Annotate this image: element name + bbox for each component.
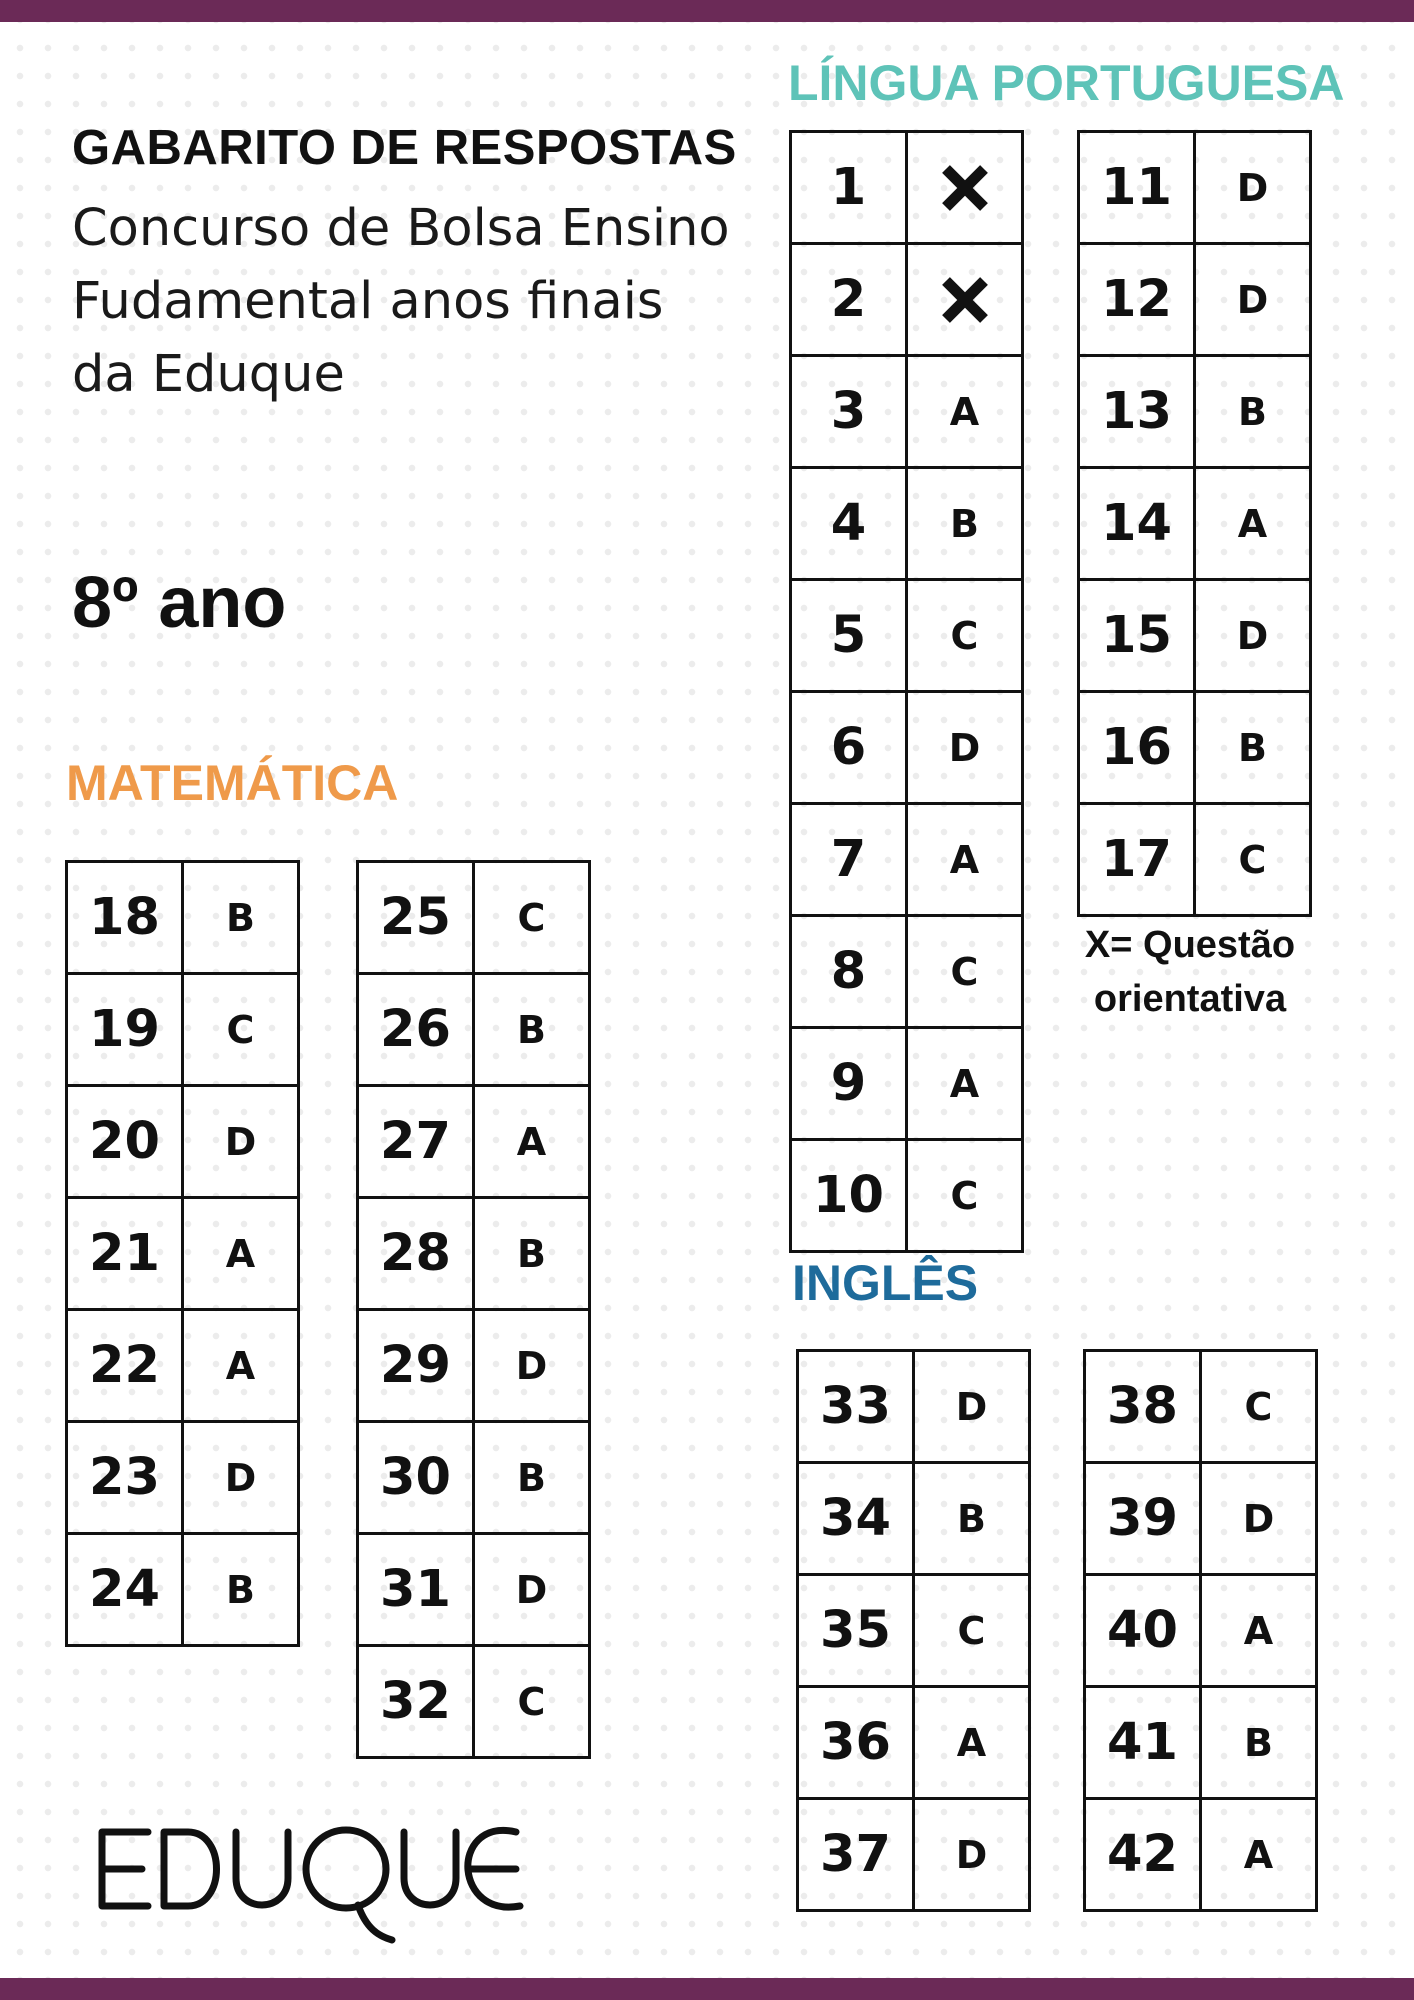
answer-row [1079, 244, 1311, 356]
answer-letter: D [183, 1422, 299, 1534]
answer-row [358, 1646, 590, 1758]
answer-letter: B [183, 1534, 299, 1646]
question-number: 11 [1079, 132, 1195, 244]
answer-row [798, 1687, 1030, 1799]
answer-letter: C [907, 1140, 1023, 1252]
answer-letter: D [474, 1310, 590, 1422]
answer-letter: A [474, 1086, 590, 1198]
answer-letter: A [183, 1310, 299, 1422]
answer-row [67, 1198, 299, 1310]
answer-row [791, 1140, 1023, 1252]
answer-letter: C [907, 580, 1023, 692]
answer-letter: A [1195, 468, 1311, 580]
answer-letter: B [183, 862, 299, 974]
answer-letter: A [907, 804, 1023, 916]
matematica-heading: MATEMÁTICA [66, 755, 399, 811]
question-number: 21 [67, 1198, 183, 1310]
question-number: 29 [358, 1310, 474, 1422]
question-number: 27 [358, 1086, 474, 1198]
answer-row [1085, 1351, 1317, 1463]
answer-row [791, 916, 1023, 1028]
portugues-heading: LÍNGUA PORTUGUESA [788, 55, 1345, 111]
question-number: 1 [791, 132, 907, 244]
matematica-table-2 [356, 860, 591, 1759]
answer-letter: D [1201, 1463, 1317, 1575]
answer-letter: B [474, 974, 590, 1086]
answer-letter: B [914, 1463, 1030, 1575]
answer-letter: C [474, 862, 590, 974]
answer-row [1085, 1463, 1317, 1575]
answer-letter: D [1195, 244, 1311, 356]
answer-letter: C [183, 974, 299, 1086]
answer-row [358, 1086, 590, 1198]
question-number: 5 [791, 580, 907, 692]
question-number: 3 [791, 356, 907, 468]
matematica-table-1 [65, 860, 300, 1647]
answer-row [791, 468, 1023, 580]
question-number: 6 [791, 692, 907, 804]
answer-row [791, 356, 1023, 468]
answer-row [1085, 1575, 1317, 1687]
eduque-logo [96, 1810, 586, 1946]
answer-row [1079, 468, 1311, 580]
ingles-heading: INGLÊS [792, 1255, 979, 1311]
portugues-table-1 [789, 130, 1024, 1253]
question-number: 25 [358, 862, 474, 974]
answer-row [358, 1534, 590, 1646]
page-subtitle: Concurso de Bolsa Ensino Fudamental anos finais da Eduque [72, 199, 730, 404]
grade-label: 8º ano [72, 563, 287, 643]
answer-letter: D [914, 1799, 1030, 1911]
answer-letter: A [914, 1687, 1030, 1799]
x-mark-icon [907, 244, 1023, 356]
question-number: 16 [1079, 692, 1195, 804]
question-number: 33 [798, 1351, 914, 1463]
answer-row [67, 1534, 299, 1646]
question-number: 8 [791, 916, 907, 1028]
question-number: 4 [791, 468, 907, 580]
answer-row [791, 132, 1023, 244]
answer-row [67, 974, 299, 1086]
answer-row [1079, 804, 1311, 916]
answer-letter: D [914, 1351, 1030, 1463]
answer-row [358, 974, 590, 1086]
question-number: 41 [1085, 1687, 1201, 1799]
question-number: 7 [791, 804, 907, 916]
question-number: 31 [358, 1534, 474, 1646]
question-number: 15 [1079, 580, 1195, 692]
answer-letter: B [1195, 356, 1311, 468]
answer-row [798, 1575, 1030, 1687]
answer-letter: A [907, 356, 1023, 468]
answer-letter: A [183, 1198, 299, 1310]
question-number: 36 [798, 1687, 914, 1799]
answer-row [358, 1198, 590, 1310]
ingles-table-2 [1083, 1349, 1318, 1912]
answer-letter: B [474, 1198, 590, 1310]
answer-letter: A [1201, 1575, 1317, 1687]
answer-row [798, 1351, 1030, 1463]
answer-letter: C [1201, 1351, 1317, 1463]
question-number: 32 [358, 1646, 474, 1758]
answer-row [791, 244, 1023, 356]
answer-letter: B [474, 1422, 590, 1534]
answer-row [358, 862, 590, 974]
answer-row [1079, 692, 1311, 804]
page-title: GABARITO DE RESPOSTAS [72, 121, 737, 175]
question-number: 30 [358, 1422, 474, 1534]
x-mark-icon [907, 132, 1023, 244]
answer-row [791, 1028, 1023, 1140]
answer-row [67, 862, 299, 974]
answer-row [791, 692, 1023, 804]
question-number: 40 [1085, 1575, 1201, 1687]
question-number: 35 [798, 1575, 914, 1687]
question-number: 19 [67, 974, 183, 1086]
question-number: 10 [791, 1140, 907, 1252]
answer-letter: D [1195, 580, 1311, 692]
answer-letter: D [1195, 132, 1311, 244]
answer-row [1079, 356, 1311, 468]
question-number: 26 [358, 974, 474, 1086]
answer-row [1085, 1687, 1317, 1799]
answer-letter: A [907, 1028, 1023, 1140]
answer-row [67, 1310, 299, 1422]
answer-letter: D [183, 1086, 299, 1198]
answer-letter: B [1195, 692, 1311, 804]
answer-row [67, 1086, 299, 1198]
answer-row [358, 1422, 590, 1534]
legend-note: X= Questão orientativa [1084, 924, 1296, 1020]
answer-row [798, 1799, 1030, 1911]
answer-letter: A [1201, 1799, 1317, 1911]
question-number: 34 [798, 1463, 914, 1575]
top-accent-bar [0, 0, 1414, 22]
question-number: 20 [67, 1086, 183, 1198]
answer-row [1085, 1799, 1317, 1911]
bottom-accent-bar [0, 1978, 1414, 2000]
question-number: 38 [1085, 1351, 1201, 1463]
question-number: 9 [791, 1028, 907, 1140]
question-number: 2 [791, 244, 907, 356]
answer-row [791, 804, 1023, 916]
question-number: 14 [1079, 468, 1195, 580]
question-number: 28 [358, 1198, 474, 1310]
question-number: 17 [1079, 804, 1195, 916]
question-number: 42 [1085, 1799, 1201, 1911]
answer-row [798, 1463, 1030, 1575]
answer-letter: D [474, 1534, 590, 1646]
portugues-table-2 [1077, 130, 1312, 917]
answer-letter: B [907, 468, 1023, 580]
answer-letter: C [1195, 804, 1311, 916]
answer-row [1079, 132, 1311, 244]
answer-letter: D [907, 692, 1023, 804]
question-number: 13 [1079, 356, 1195, 468]
question-number: 22 [67, 1310, 183, 1422]
answer-row [791, 580, 1023, 692]
answer-letter: B [1201, 1687, 1317, 1799]
question-number: 24 [67, 1534, 183, 1646]
answer-letter: C [474, 1646, 590, 1758]
question-number: 37 [798, 1799, 914, 1911]
question-number: 18 [67, 862, 183, 974]
question-number: 12 [1079, 244, 1195, 356]
question-number: 39 [1085, 1463, 1201, 1575]
ingles-table-1 [796, 1349, 1031, 1912]
answer-letter: C [907, 916, 1023, 1028]
answer-letter: C [914, 1575, 1030, 1687]
answer-row [1079, 580, 1311, 692]
answer-row [67, 1422, 299, 1534]
question-number: 23 [67, 1422, 183, 1534]
answer-row [358, 1310, 590, 1422]
